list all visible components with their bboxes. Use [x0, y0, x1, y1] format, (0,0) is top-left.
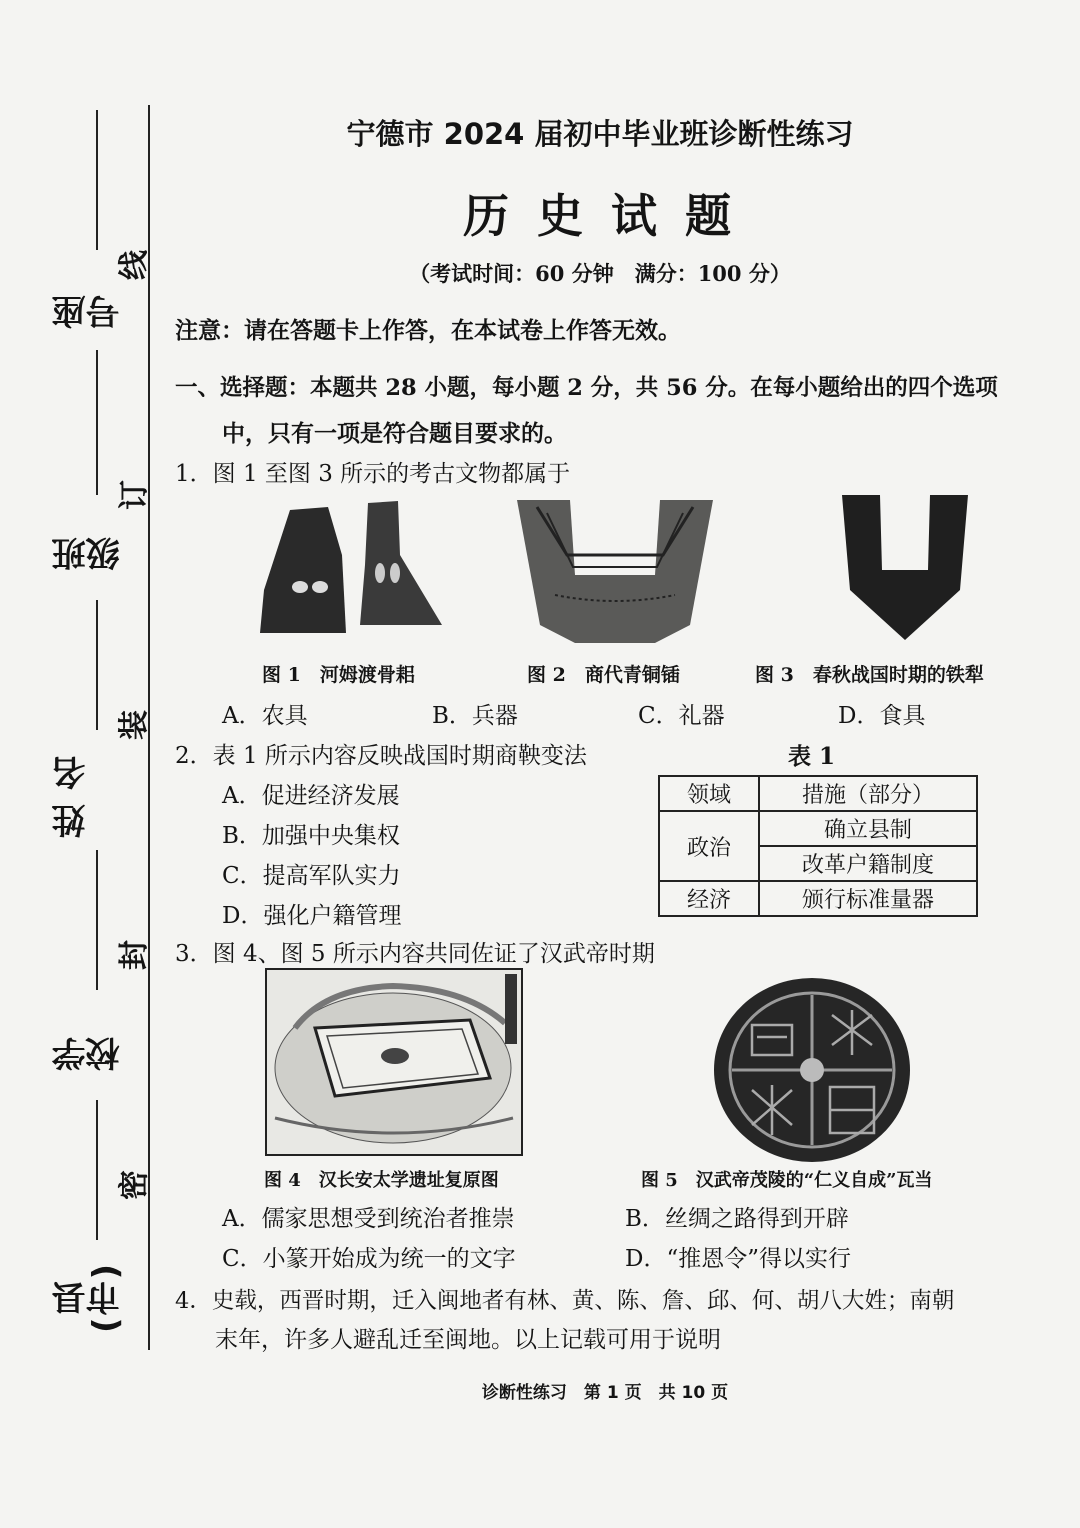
q3-option-d: D．“推恩令”得以实行 [625, 1246, 851, 1272]
tile-end-figure [712, 975, 912, 1165]
county-label: 县(市) [52, 1261, 126, 1334]
table-header-cell: 领域 [659, 776, 759, 811]
fig4-caption: 图 4 汉长安太学遗址复原图 [264, 1170, 499, 1191]
table-header-cell: 措施（部分） [759, 776, 977, 811]
name-label: 姓名 [52, 742, 92, 838]
seal-char: 线 [117, 250, 152, 280]
seal-char: 订 [117, 480, 152, 510]
blank-line [96, 850, 98, 990]
seal-char: 密 [117, 1170, 152, 1200]
blank-line [96, 350, 98, 495]
q1-option-b: B．兵器 [432, 703, 518, 729]
exam-title: 宁德市 2024 届初中毕业班诊断性练习 [346, 117, 854, 151]
seal-char: 封 [117, 940, 152, 970]
q2-option-a: A．促进经济发展 [222, 783, 400, 809]
q2-option-b: B．加强中央集权 [222, 823, 400, 849]
subject-title: 历 史 试 题 [462, 189, 738, 243]
blank-line [96, 110, 98, 250]
table1-title: 表 1 [788, 743, 836, 770]
fig3-caption: 图 3 春秋战国时期的铁犁 [755, 664, 984, 686]
q3-option-a: A．儒家思想受到统治者推崇 [222, 1206, 515, 1232]
q3-stem: 3．图 4、图 5 所示内容共同佐证了汉武帝时期 [175, 941, 655, 967]
q2-option-c: C．提高军队实力 [222, 863, 401, 889]
seal-char: 装 [117, 710, 152, 740]
q1-option-d: D．食具 [838, 703, 926, 729]
politics-label: 政治 [659, 811, 759, 881]
blank-line [96, 1100, 98, 1240]
q3-option-b: B．丝绸之路得到开辟 [625, 1206, 849, 1232]
section-heading-cont: 中，只有一项是符合题目要求的。 [222, 420, 567, 447]
exam-info: （考试时间：60 分钟 满分：100 分） [409, 261, 791, 286]
table-cell: 改革户籍制度 [759, 846, 977, 881]
seat-number-label: 座号 [52, 281, 126, 329]
notice: 注意：请在答题卡上作答，在本试卷上作答无效。 [175, 317, 681, 344]
fig2-caption: 图 2 商代青铜锸 [527, 664, 680, 686]
class-label: 班级 [52, 523, 126, 572]
fig5-caption: 图 5 汉武帝茂陵的“仁义自成”瓦当 [641, 1170, 933, 1191]
section-heading: 一、选择题：本题共 28 小题，每小题 2 分，共 56 分。在每小题给出的四个选项 [175, 375, 998, 401]
q1-option-c: C．礼器 [638, 703, 725, 729]
iron-plough-figure [830, 490, 980, 645]
page-footer: 诊断性练习 第 1 页 共 10 页 [481, 1383, 729, 1403]
table-cell: 颁行标准量器 [759, 881, 977, 916]
fig1-caption: 图 1 河姆渡骨耜 [262, 664, 415, 686]
bone-spade-figure [250, 495, 450, 645]
q3-option-c: C．小篆开始成为统一的文字 [222, 1246, 516, 1272]
q4-stem-line1: 4．史载，西晋时期，迁入闽地者有林、黄、陈、詹、邱、何、胡八大姓；南朝 [175, 1288, 955, 1314]
blank-line [96, 600, 98, 730]
table-cell: 确立县制 [759, 811, 977, 846]
q2-stem: 2．表 1 所示内容反映战国时期商鞅变法 [175, 743, 587, 769]
q1-stem: 1．图 1 至图 3 所示的考古文物都属于 [175, 461, 571, 487]
q2-option-d: D．强化户籍管理 [222, 903, 402, 929]
school-label: 学校 [52, 1023, 126, 1072]
bronze-spade-figure [515, 495, 715, 655]
taixue-site-figure [265, 968, 523, 1156]
table1 [658, 775, 978, 917]
q1-option-a: A．农具 [222, 703, 308, 729]
economy-label: 经济 [659, 881, 759, 916]
q4-stem-line2: 末年，许多人避乱迁至闽地。以上记载可用于说明 [215, 1327, 721, 1353]
